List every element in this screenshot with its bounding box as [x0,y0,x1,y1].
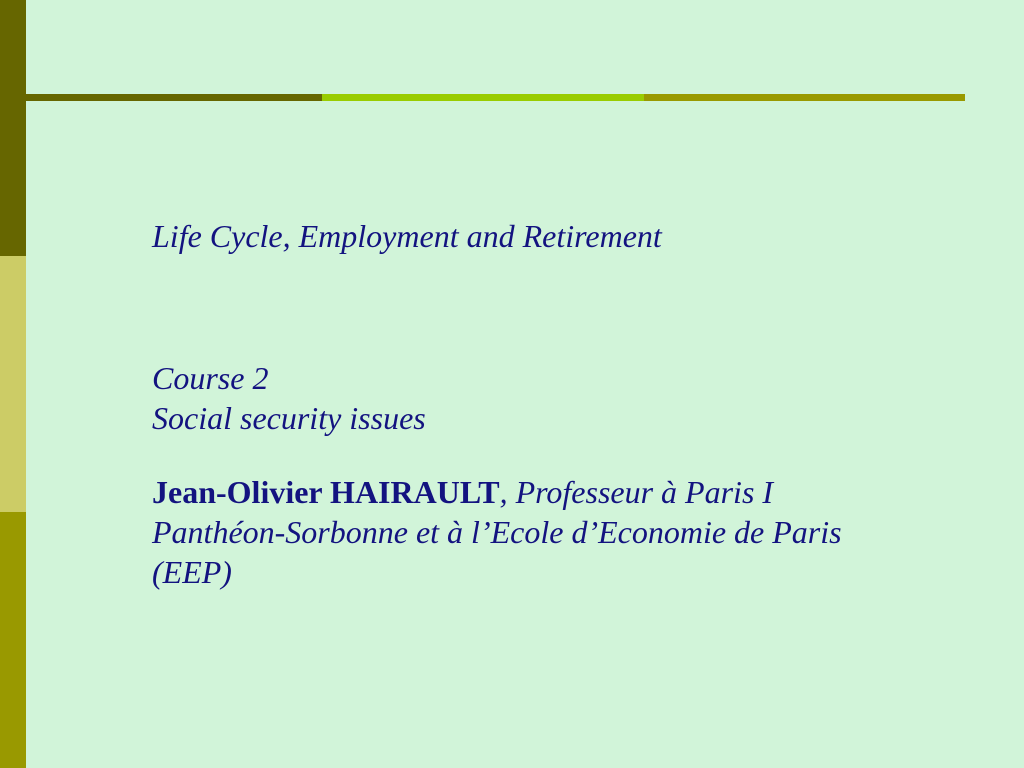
author-name: Jean-Olivier HAIRAULT [152,474,500,510]
spacer [152,256,912,358]
top-rule-middle-segment [322,94,644,101]
course-label: Course 2 [152,360,269,396]
left-band-bottom [0,512,26,768]
author-affiliation: Professeur à Paris I Panthéon-Sorbonne et à l’Ecole d’Economie de Paris (EEP) [152,474,842,590]
top-rule-right-segment [644,94,965,101]
course-topic: Social security issues [152,400,426,436]
left-band-top [0,0,26,256]
left-band-middle [0,256,26,512]
author-block [152,472,912,592]
author-separator: , [499,474,508,510]
top-rule-left-segment [26,94,322,101]
spacer [152,438,912,472]
slide-content [152,216,912,592]
slide-title: Life Cycle, Employment and Retirement [152,218,662,254]
